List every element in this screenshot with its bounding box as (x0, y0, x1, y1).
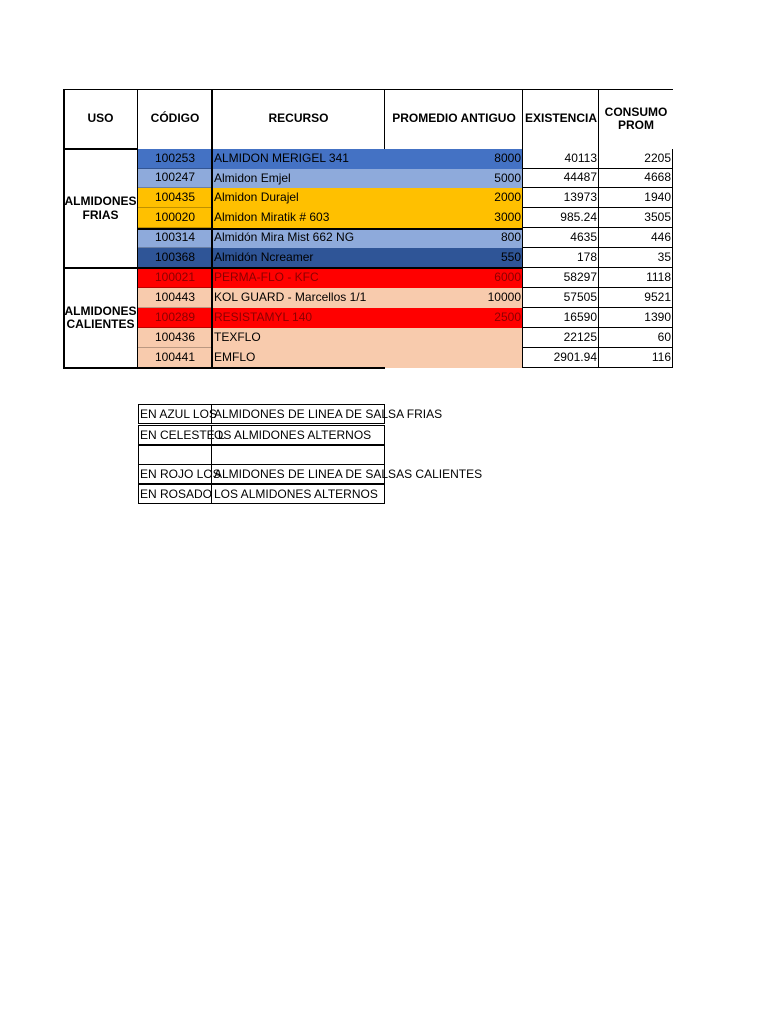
border-header-bottom (63, 148, 138, 150)
cell-recurso[interactable]: ALMIDON MERIGEL 341 (212, 149, 385, 169)
cell-existencia[interactable]: 985.24 (523, 208, 599, 228)
group-frias-line2: FRIAS (82, 207, 119, 222)
cell-codigo[interactable]: 100441 (138, 348, 212, 368)
cell-recurso[interactable]: EMFLO (212, 348, 385, 368)
cell-promedio[interactable] (385, 348, 523, 368)
cell-codigo[interactable]: 100314 (138, 228, 212, 248)
cell-existencia[interactable]: 58297 (523, 268, 599, 288)
border-header-col3 (384, 89, 385, 149)
cell-consumo[interactable]: 1390 (599, 308, 673, 328)
header-recurso[interactable]: RECURSO (268, 111, 329, 126)
cell-recurso[interactable]: Almidon Durajel (212, 188, 385, 208)
legend-left-text: EN AZUL LOS (140, 407, 217, 421)
cell-recurso[interactable]: KOL GUARD - Marcellos 1/1 (212, 288, 385, 308)
legend-left-text (138, 445, 212, 465)
cell-codigo[interactable]: 100289 (138, 308, 212, 328)
cell-codigo[interactable]: 100021 (138, 268, 212, 288)
cell-promedio[interactable]: 550 (385, 248, 523, 268)
cell-existencia[interactable]: 44487 (523, 169, 599, 188)
header-uso[interactable]: USO (87, 111, 114, 126)
cell-recurso[interactable]: RESISTAMYL 140 (212, 308, 385, 328)
legend-left-text: EN ROJO LOS (140, 467, 221, 481)
border-bottom-left (63, 367, 385, 369)
legend-left-text: EN ROSADO (140, 487, 213, 501)
cell-consumo[interactable]: 3505 (599, 208, 673, 228)
border-group-divider (138, 267, 523, 269)
cell-consumo[interactable]: 1940 (599, 188, 673, 208)
cell-consumo[interactable]: 116 (599, 348, 673, 368)
header-consumo-line2: PROM (618, 118, 654, 132)
cell-recurso[interactable]: Almidon Miratik # 603 (212, 208, 385, 228)
legend-right-text (212, 445, 214, 465)
cell-promedio[interactable] (385, 328, 523, 348)
group-almidones-frias[interactable] (63, 149, 138, 268)
border-right (672, 149, 673, 368)
cell-existencia[interactable]: 4635 (523, 228, 599, 248)
cell-existencia[interactable]: 2901.94 (523, 348, 599, 368)
border-top (63, 89, 673, 90)
cell-consumo[interactable]: 4668 (599, 169, 673, 188)
header-existencia[interactable]: EXISTENCIA (525, 111, 598, 126)
cell-consumo[interactable]: 446 (599, 228, 673, 248)
cell-promedio[interactable]: 2000 (385, 188, 523, 208)
cell-recurso[interactable]: PERMA-FLO - KFC (212, 268, 385, 288)
cell-existencia[interactable]: 178 (523, 248, 599, 268)
cell-recurso[interactable]: Almidón Mira Mist 662 NG (212, 228, 385, 248)
group-calientes-line2: CALIENTES (66, 317, 135, 331)
cell-promedio[interactable]: 6000 (385, 268, 523, 288)
cell-consumo[interactable]: 35 (599, 248, 673, 268)
cell-recurso[interactable]: Almidon Emjel (212, 169, 385, 188)
cell-codigo[interactable]: 100253 (138, 149, 212, 169)
cell-existencia[interactable]: 16590 (523, 308, 599, 328)
cell-promedio[interactable]: 800 (385, 228, 523, 248)
border-group-split (63, 267, 138, 269)
group-frias-line1: ALMIDONES (64, 194, 137, 209)
cell-codigo[interactable]: 100020 (138, 208, 212, 228)
group-calientes-line1: ALMIDONES (64, 303, 137, 318)
cell-promedio[interactable]: 5000 (385, 169, 523, 188)
cell-existencia[interactable]: 13973 (523, 188, 599, 208)
border-row-divider (138, 228, 523, 230)
cell-codigo[interactable]: 100368 (138, 248, 212, 268)
group-almidones-calientes[interactable] (63, 268, 138, 368)
legend-right-text: LOS ALMIDONES ALTERNOS (214, 487, 378, 501)
cell-consumo[interactable]: 2205 (599, 149, 673, 169)
cell-recurso[interactable]: Almidón Ncreamer (212, 248, 385, 268)
cell-promedio[interactable]: 3000 (385, 208, 523, 228)
header-consumo-prom[interactable] (599, 89, 673, 149)
border-uso-right (137, 89, 138, 368)
cell-promedio[interactable]: 8000 (385, 149, 523, 169)
cell-consumo[interactable]: 1118 (599, 268, 673, 288)
cell-existencia[interactable]: 22125 (523, 328, 599, 348)
cell-codigo[interactable]: 100435 (138, 188, 212, 208)
border-existencia-right (598, 89, 599, 368)
cell-consumo[interactable]: 60 (599, 328, 673, 348)
legend-left-text: EN CELESTE L (140, 428, 225, 442)
header-promedio-antiguo[interactable]: PROMEDIO ANTIGUO (392, 111, 516, 126)
cell-promedio[interactable]: 2500 (385, 308, 523, 328)
cell-codigo[interactable]: 100436 (138, 328, 212, 348)
legend-right-text: OS ALMIDONES ALTERNOS (214, 428, 372, 442)
border-bottom-right (523, 367, 673, 368)
cell-promedio[interactable]: 10000 (385, 288, 523, 308)
header-consumo-line1: CONSUMO (604, 104, 668, 119)
legend-right-text: ALMIDONES DE LINEA DE SALSAS CALIENTES (214, 467, 483, 481)
cell-codigo[interactable]: 100247 (138, 169, 212, 188)
border-left (63, 89, 65, 368)
cell-codigo[interactable]: 100443 (138, 288, 212, 308)
header-codigo[interactable]: CÓDIGO (150, 111, 200, 126)
cell-existencia[interactable]: 57505 (523, 288, 599, 308)
cell-consumo[interactable]: 9521 (599, 288, 673, 308)
cell-recurso[interactable]: TEXFLO (212, 328, 385, 348)
border-codigo-right (211, 89, 213, 368)
border-existencia-left (522, 89, 523, 368)
legend-right-text: ALMIDONES DE LINEA DE SALSA FRIAS (214, 407, 443, 421)
cell-existencia[interactable]: 40113 (523, 149, 599, 169)
